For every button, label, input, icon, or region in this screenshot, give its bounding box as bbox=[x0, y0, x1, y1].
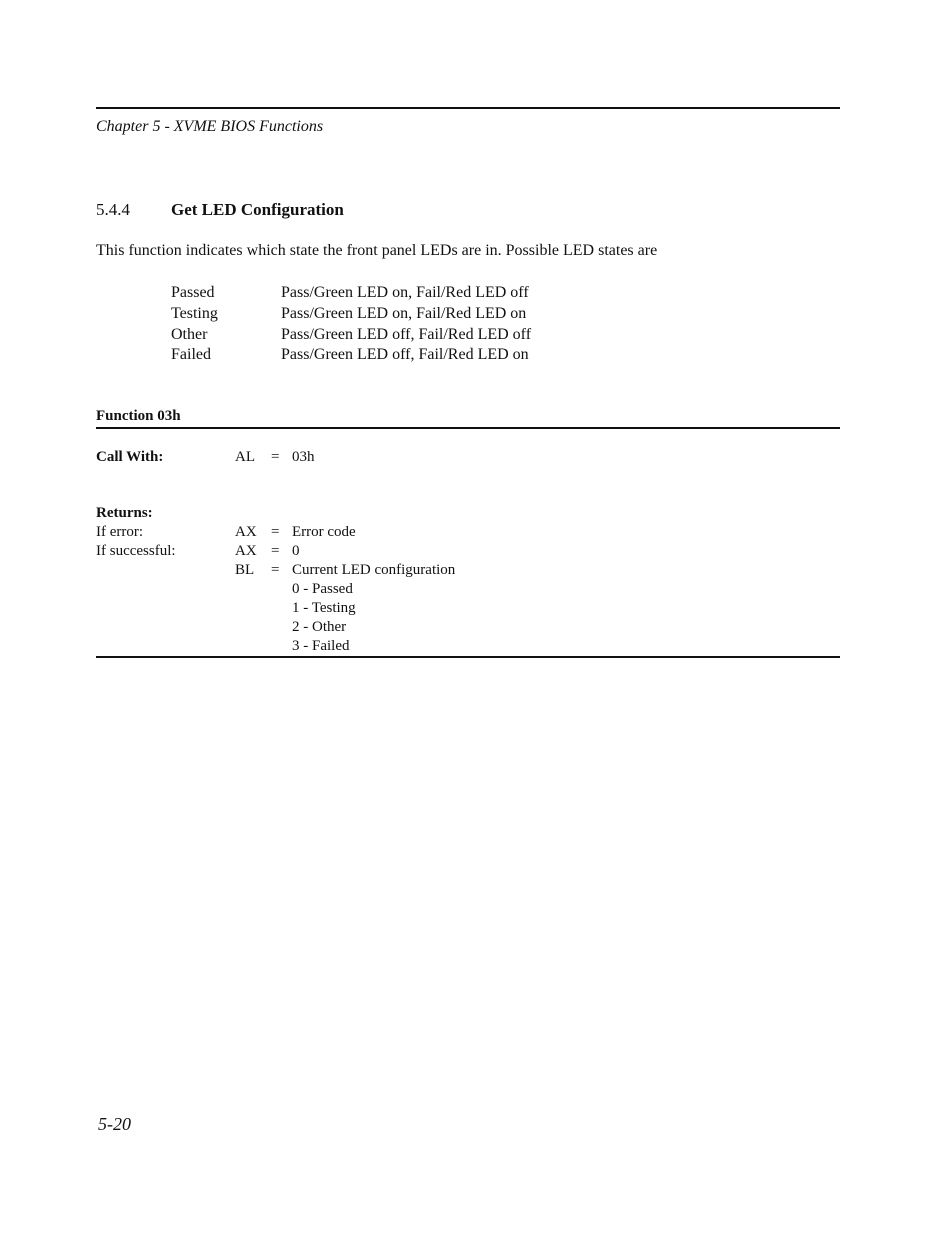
config-value: 0 - Passed bbox=[292, 581, 353, 597]
led-state-name: Passed bbox=[171, 284, 215, 301]
if-successful-label: If successful: bbox=[96, 543, 176, 559]
success-value: 0 bbox=[292, 543, 300, 559]
error-equals: = bbox=[271, 524, 280, 540]
returns-label: Returns: bbox=[96, 505, 153, 521]
function-top-rule bbox=[96, 427, 840, 429]
call-with-label: Call With: bbox=[96, 449, 164, 465]
error-value: Error code bbox=[292, 524, 356, 540]
led-state-desc: Pass/Green LED off, Fail/Red LED off bbox=[281, 326, 532, 343]
call-equals: = bbox=[271, 449, 280, 465]
config-value: 2 - Other bbox=[292, 619, 347, 635]
section-number: 5.4.4 bbox=[96, 200, 130, 219]
function-label: Function 03h bbox=[96, 408, 181, 424]
function-bottom-rule bbox=[96, 656, 840, 658]
bl-value: Current LED configuration bbox=[292, 562, 456, 578]
call-register: AL bbox=[235, 449, 255, 465]
led-state-desc: Pass/Green LED on, Fail/Red LED on bbox=[281, 305, 527, 322]
page-number: 5-20 bbox=[98, 1114, 131, 1134]
if-error-label: If error: bbox=[96, 524, 144, 540]
error-register: AX bbox=[235, 524, 257, 540]
bl-register: BL bbox=[235, 562, 255, 578]
config-value: 1 - Testing bbox=[292, 600, 356, 616]
config-value: 3 - Failed bbox=[292, 638, 350, 654]
chapter-title: Chapter 5 - XVME BIOS Functions bbox=[96, 118, 324, 135]
led-state-name: Testing bbox=[171, 305, 218, 322]
call-value: 03h bbox=[292, 449, 315, 465]
led-state-desc: Pass/Green LED off, Fail/Red LED on bbox=[281, 346, 529, 363]
success-equals: = bbox=[271, 543, 280, 559]
led-state-desc: Pass/Green LED on, Fail/Red LED off bbox=[281, 284, 529, 301]
intro-paragraph: This function indicates which state the front panel LEDs are in. Possible LED states are bbox=[96, 242, 658, 259]
led-state-name: Other bbox=[171, 326, 208, 343]
led-state-name: Failed bbox=[171, 346, 211, 363]
section-title: Get LED Configuration bbox=[171, 200, 344, 219]
bl-equals: = bbox=[271, 562, 280, 578]
success-register: AX bbox=[235, 543, 257, 559]
header-rule bbox=[96, 107, 840, 109]
